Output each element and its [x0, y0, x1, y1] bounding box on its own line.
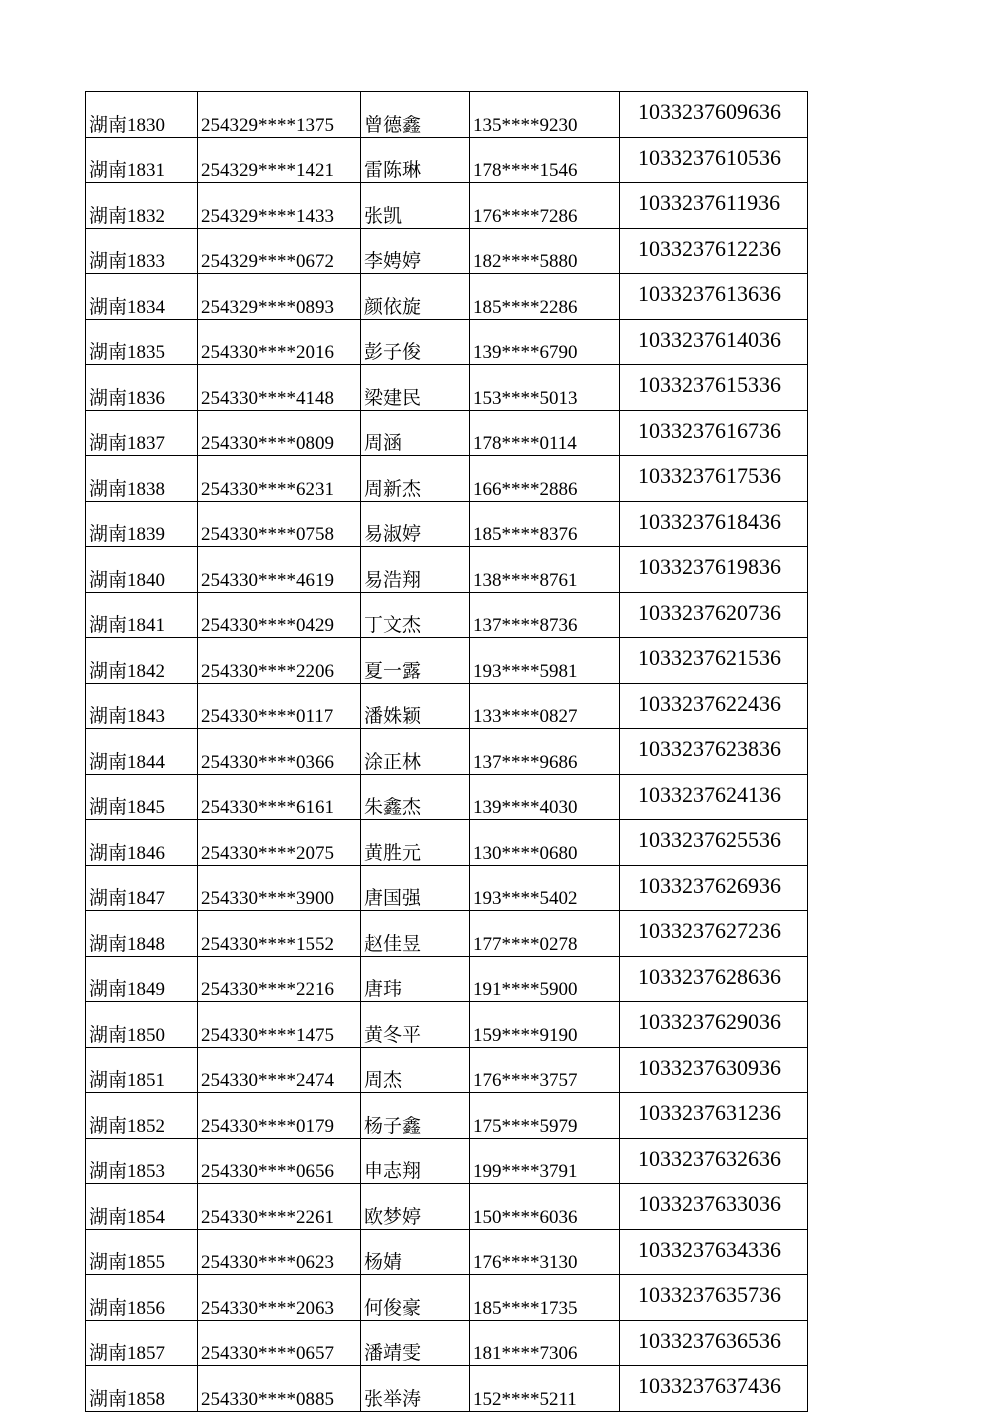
serial-cell: 湖南1832 [86, 183, 198, 229]
phone-cell: 178****0114 [470, 410, 620, 456]
table-row [86, 1184, 808, 1230]
serial-cell: 湖南1839 [86, 501, 198, 547]
table-row [86, 683, 808, 729]
code-cell: 1033237623836 [620, 729, 808, 775]
name-cell: 丁文杰 [361, 592, 470, 638]
code-cell: 1033237625536 [620, 820, 808, 866]
phone-cell: 159****9190 [470, 1002, 620, 1048]
id-number-cell: 254330****2206 [198, 638, 361, 684]
table-row [86, 1093, 808, 1139]
phone-cell: 182****5880 [470, 228, 620, 274]
serial-cell: 湖南1830 [86, 92, 198, 138]
phone-cell: 176****3130 [470, 1229, 620, 1275]
serial-cell: 湖南1835 [86, 319, 198, 365]
code-cell: 1033237626936 [620, 865, 808, 911]
name-cell: 易淑婷 [361, 501, 470, 547]
table-row [86, 319, 808, 365]
id-number-cell: 254330****2474 [198, 1047, 361, 1093]
name-cell: 潘靖雯 [361, 1320, 470, 1366]
table-row [86, 729, 808, 775]
name-cell: 黄胜元 [361, 820, 470, 866]
phone-cell: 176****3757 [470, 1047, 620, 1093]
code-cell: 1033237617536 [620, 456, 808, 502]
table-row [86, 1002, 808, 1048]
serial-cell: 湖南1845 [86, 774, 198, 820]
table-row [86, 1366, 808, 1412]
id-number-cell: 254330****6231 [198, 456, 361, 502]
serial-cell: 湖南1846 [86, 820, 198, 866]
phone-cell: 191****5900 [470, 956, 620, 1002]
table-row [86, 228, 808, 274]
phone-cell: 137****9686 [470, 729, 620, 775]
name-cell: 易浩翔 [361, 547, 470, 593]
table-row [86, 410, 808, 456]
code-cell: 1033237628636 [620, 956, 808, 1002]
id-number-cell: 254330****0179 [198, 1093, 361, 1139]
id-number-cell: 254329****1375 [198, 92, 361, 138]
table-row [86, 1138, 808, 1184]
serial-cell: 湖南1841 [86, 592, 198, 638]
serial-cell: 湖南1851 [86, 1047, 198, 1093]
id-number-cell: 254330****6161 [198, 774, 361, 820]
code-cell: 1033237634336 [620, 1229, 808, 1275]
id-number-cell: 254330****0117 [198, 683, 361, 729]
phone-cell: 139****4030 [470, 774, 620, 820]
table-body [86, 92, 808, 1412]
id-number-cell: 254330****2216 [198, 956, 361, 1002]
name-cell: 涂正林 [361, 729, 470, 775]
phone-cell: 185****8376 [470, 501, 620, 547]
phone-cell: 177****0278 [470, 911, 620, 957]
serial-cell: 湖南1858 [86, 1366, 198, 1412]
phone-cell: 130****0680 [470, 820, 620, 866]
phone-cell: 137****8736 [470, 592, 620, 638]
name-cell: 彭子俊 [361, 319, 470, 365]
phone-cell: 133****0827 [470, 683, 620, 729]
code-cell: 1033237635736 [620, 1275, 808, 1321]
serial-cell: 湖南1831 [86, 137, 198, 183]
id-number-cell: 254330****1552 [198, 911, 361, 957]
id-number-cell: 254330****2063 [198, 1275, 361, 1321]
name-cell: 杨婧 [361, 1229, 470, 1275]
name-cell: 张举涛 [361, 1366, 470, 1412]
phone-cell: 193****5402 [470, 865, 620, 911]
name-cell: 申志翔 [361, 1138, 470, 1184]
id-number-cell: 254330****2016 [198, 319, 361, 365]
code-cell: 1033237631236 [620, 1093, 808, 1139]
id-number-cell: 254330****0656 [198, 1138, 361, 1184]
serial-cell: 湖南1854 [86, 1184, 198, 1230]
phone-cell: 166****2886 [470, 456, 620, 502]
name-cell: 杨子鑫 [361, 1093, 470, 1139]
serial-cell: 湖南1836 [86, 365, 198, 411]
code-cell: 1033237611936 [620, 183, 808, 229]
table-row [86, 365, 808, 411]
name-cell: 李娉婷 [361, 228, 470, 274]
name-cell: 曾德鑫 [361, 92, 470, 138]
code-cell: 1033237612236 [620, 228, 808, 274]
serial-cell: 湖南1842 [86, 638, 198, 684]
phone-cell: 185****1735 [470, 1275, 620, 1321]
phone-cell: 181****7306 [470, 1320, 620, 1366]
serial-cell: 湖南1857 [86, 1320, 198, 1366]
id-number-cell: 254329****0672 [198, 228, 361, 274]
id-number-cell: 254330****0885 [198, 1366, 361, 1412]
phone-cell: 178****1546 [470, 137, 620, 183]
code-cell: 1033237616736 [620, 410, 808, 456]
code-cell: 1033237615336 [620, 365, 808, 411]
table-row [86, 137, 808, 183]
id-number-cell: 254330****3900 [198, 865, 361, 911]
name-cell: 潘姝颖 [361, 683, 470, 729]
id-number-cell: 254330****4148 [198, 365, 361, 411]
name-cell: 黄冬平 [361, 1002, 470, 1048]
phone-cell: 176****7286 [470, 183, 620, 229]
table-row [86, 1320, 808, 1366]
id-number-cell: 254330****0758 [198, 501, 361, 547]
phone-cell: 138****8761 [470, 547, 620, 593]
name-cell: 周涵 [361, 410, 470, 456]
name-cell: 欧梦婷 [361, 1184, 470, 1230]
serial-cell: 湖南1848 [86, 911, 198, 957]
id-number-cell: 254330****0809 [198, 410, 361, 456]
code-cell: 1033237609636 [620, 92, 808, 138]
code-cell: 1033237614036 [620, 319, 808, 365]
code-cell: 1033237618436 [620, 501, 808, 547]
data-table [85, 91, 808, 1412]
table-row [86, 274, 808, 320]
name-cell: 朱鑫杰 [361, 774, 470, 820]
phone-cell: 193****5981 [470, 638, 620, 684]
table-row [86, 501, 808, 547]
phone-cell: 139****6790 [470, 319, 620, 365]
table-row [86, 1229, 808, 1275]
id-number-cell: 254329****1433 [198, 183, 361, 229]
name-cell: 颜依旋 [361, 274, 470, 320]
table-row [86, 865, 808, 911]
code-cell: 1033237610536 [620, 137, 808, 183]
table-row [86, 774, 808, 820]
serial-cell: 湖南1837 [86, 410, 198, 456]
name-cell: 何俊豪 [361, 1275, 470, 1321]
code-cell: 1033237619836 [620, 547, 808, 593]
table-row [86, 547, 808, 593]
name-cell: 张凯 [361, 183, 470, 229]
name-cell: 赵佳昱 [361, 911, 470, 957]
code-cell: 1033237632636 [620, 1138, 808, 1184]
id-number-cell: 254330****4619 [198, 547, 361, 593]
serial-cell: 湖南1843 [86, 683, 198, 729]
id-number-cell: 254330****0429 [198, 592, 361, 638]
code-cell: 1033237636536 [620, 1320, 808, 1366]
phone-cell: 135****9230 [470, 92, 620, 138]
table-row [86, 820, 808, 866]
table-row [86, 911, 808, 957]
table-row [86, 456, 808, 502]
phone-cell: 199****3791 [470, 1138, 620, 1184]
phone-cell: 153****5013 [470, 365, 620, 411]
id-number-cell: 254330****0366 [198, 729, 361, 775]
name-cell: 周新杰 [361, 456, 470, 502]
id-number-cell: 254330****2261 [198, 1184, 361, 1230]
code-cell: 1033237622436 [620, 683, 808, 729]
code-cell: 1033237620736 [620, 592, 808, 638]
id-number-cell: 254330****0657 [198, 1320, 361, 1366]
table-row [86, 592, 808, 638]
phone-cell: 185****2286 [470, 274, 620, 320]
code-cell: 1033237621536 [620, 638, 808, 684]
id-number-cell: 254330****2075 [198, 820, 361, 866]
code-cell: 1033237613636 [620, 274, 808, 320]
name-cell: 周杰 [361, 1047, 470, 1093]
name-cell: 梁建民 [361, 365, 470, 411]
id-number-cell: 254330****1475 [198, 1002, 361, 1048]
code-cell: 1033237624136 [620, 774, 808, 820]
table-row [86, 1275, 808, 1321]
serial-cell: 湖南1849 [86, 956, 198, 1002]
serial-cell: 湖南1852 [86, 1093, 198, 1139]
serial-cell: 湖南1838 [86, 456, 198, 502]
code-cell: 1033237629036 [620, 1002, 808, 1048]
serial-cell: 湖南1856 [86, 1275, 198, 1321]
serial-cell: 湖南1855 [86, 1229, 198, 1275]
code-cell: 1033237633036 [620, 1184, 808, 1230]
serial-cell: 湖南1840 [86, 547, 198, 593]
phone-cell: 175****5979 [470, 1093, 620, 1139]
serial-cell: 湖南1834 [86, 274, 198, 320]
table-row [86, 1047, 808, 1093]
name-cell: 唐玮 [361, 956, 470, 1002]
table-row [86, 92, 808, 138]
serial-cell: 湖南1847 [86, 865, 198, 911]
name-cell: 唐国强 [361, 865, 470, 911]
id-number-cell: 254329****0893 [198, 274, 361, 320]
table-row [86, 183, 808, 229]
name-cell: 雷陈琳 [361, 137, 470, 183]
serial-cell: 湖南1853 [86, 1138, 198, 1184]
code-cell: 1033237630936 [620, 1047, 808, 1093]
table-row [86, 956, 808, 1002]
phone-cell: 152****5211 [470, 1366, 620, 1412]
id-number-cell: 254329****1421 [198, 137, 361, 183]
id-number-cell: 254330****0623 [198, 1229, 361, 1275]
serial-cell: 湖南1833 [86, 228, 198, 274]
code-cell: 1033237637436 [620, 1366, 808, 1412]
code-cell: 1033237627236 [620, 911, 808, 957]
serial-cell: 湖南1850 [86, 1002, 198, 1048]
serial-cell: 湖南1844 [86, 729, 198, 775]
phone-cell: 150****6036 [470, 1184, 620, 1230]
name-cell: 夏一露 [361, 638, 470, 684]
table-row [86, 638, 808, 684]
